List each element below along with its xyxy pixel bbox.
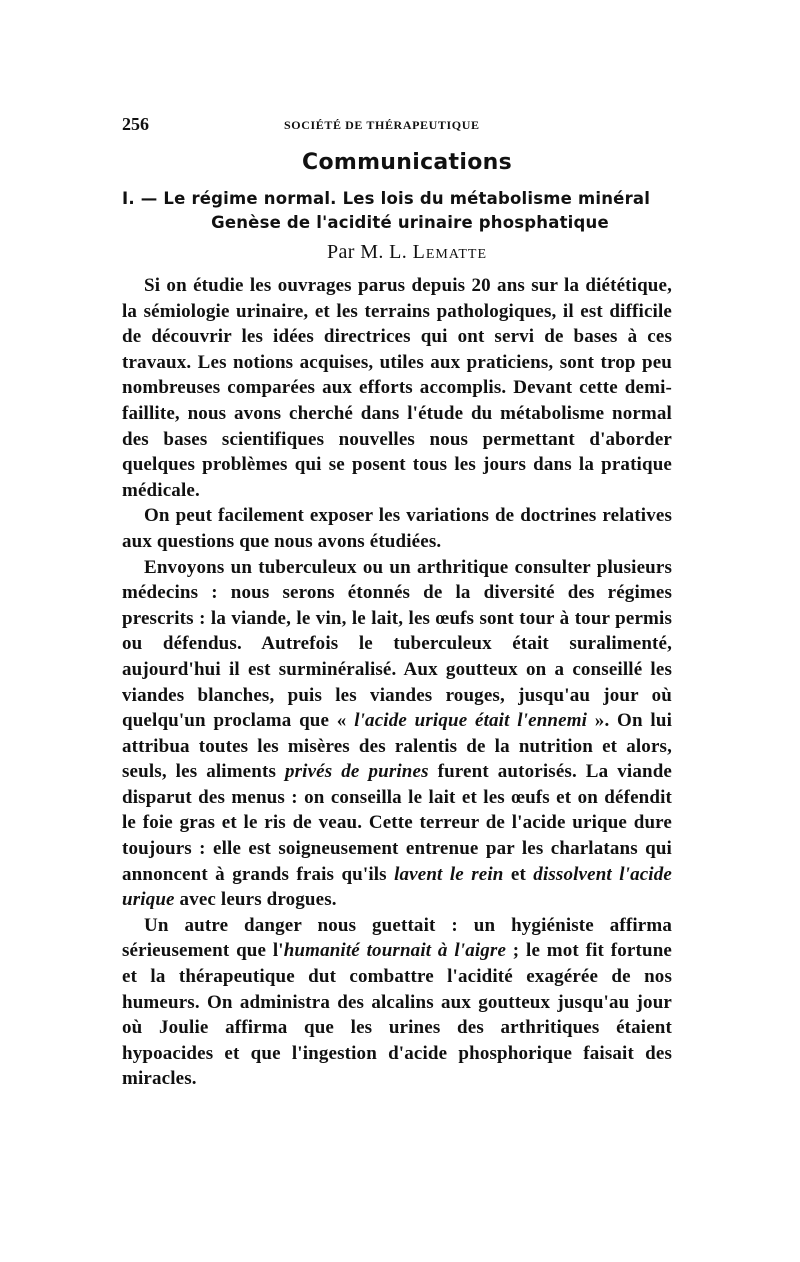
article-title-line-2: Genèse de l'acidité urinaire phosphatique [211, 213, 609, 232]
text-run: ». On lui attribua toutes les misères des ralentis de la nutrition et alors, seuls, les aliments [122, 710, 672, 783]
byline-prefix: Par M. L. [326, 241, 413, 263]
paragraph: On peut facilement exposer les variations de doctrines relatives aux questions que nous avons étudiées. [122, 505, 672, 552]
italic-text: dissolvent l'acide urique [122, 863, 672, 911]
article-title-line-1: I. — Le régime normal. Les lois du métabolisme minéral [122, 189, 651, 208]
article-title [122, 187, 672, 235]
italic-text: humanité tournait à l'aigre [283, 940, 507, 962]
page-number: 256 [122, 114, 149, 134]
paragraph [122, 913, 672, 1092]
running-title: SOCIÉTÉ DE THÉRAPEUTIQUE [284, 118, 480, 132]
paragraph: Si on étudie les ouvrages parus depuis 20 ans sur la diététique, la sémiologie urinaire, et les terrains pathologiques, il est difficile de découvrir les idées directrices qui ont servi de bases à ces travaux. Les notions acquises, utiles aux praticiens, sont trop peu nombreuses comparées aux efforts accomplis. Devant cette demi-faillite, nous avons cherché dans l'étude du métabolisme normal des bases scientifiques nouvelles nous permettant d'aborder quelques problèmes qui se posent tous les jours dans la pratique médicale. [122, 275, 672, 501]
italic-text: l'acide urique était l'ennemi [354, 710, 588, 732]
italic-text: lavent le rein [394, 863, 504, 885]
text-run: avec leurs drogues. [174, 889, 337, 911]
italic-text: privés de purines [284, 761, 429, 783]
book-page [122, 100, 672, 1092]
author-byline [142, 241, 672, 264]
text-run: Envoyons un tuberculeux ou un arthritique consulter plusieurs médecins : nous serons étonnés de la diversité des régimes prescrits : la viande, le vin, le lait, les œufs sont tour à tour permis ou défendus. Autrefois le tuberculeux était suralimenté, aujourd'hui il est surminéralisé. Aux goutteux on a conseillé les viandes blanches, puis les viandes rouges, jusqu'au jour où quelqu'un proclama que « [122, 556, 672, 732]
text-run: Un autre danger nous guettait : un hygiéniste affirma sérieusement que l' [122, 914, 672, 962]
text-run: furent autorisés. La viande disparut des menus : on conseilla le lait et les œufs et on défendit le foie gras et le ris de veau. Cette terreur de l'acide urique dure toujours : elle est soigneusement entrenue par les charlatans qui annoncent à grands frais qu'ils [122, 761, 672, 885]
author-name: Lematte [412, 241, 488, 263]
section-title: Communications [302, 150, 512, 175]
paragraph [122, 555, 672, 913]
text-run: et [503, 863, 534, 885]
running-header [122, 100, 672, 140]
text-run: ; le mot fit fortune et la thérapeutique dut combattre l'acidité exagérée de nos humeurs. On administra des alcalins aux goutteux jusqu'au jour où Joulie affirma que les urines des arthritiques étaient hypoacides et que l'ingestion d'acide phosphorique faisait des miracles. [122, 940, 672, 1090]
article-body [122, 273, 672, 1092]
